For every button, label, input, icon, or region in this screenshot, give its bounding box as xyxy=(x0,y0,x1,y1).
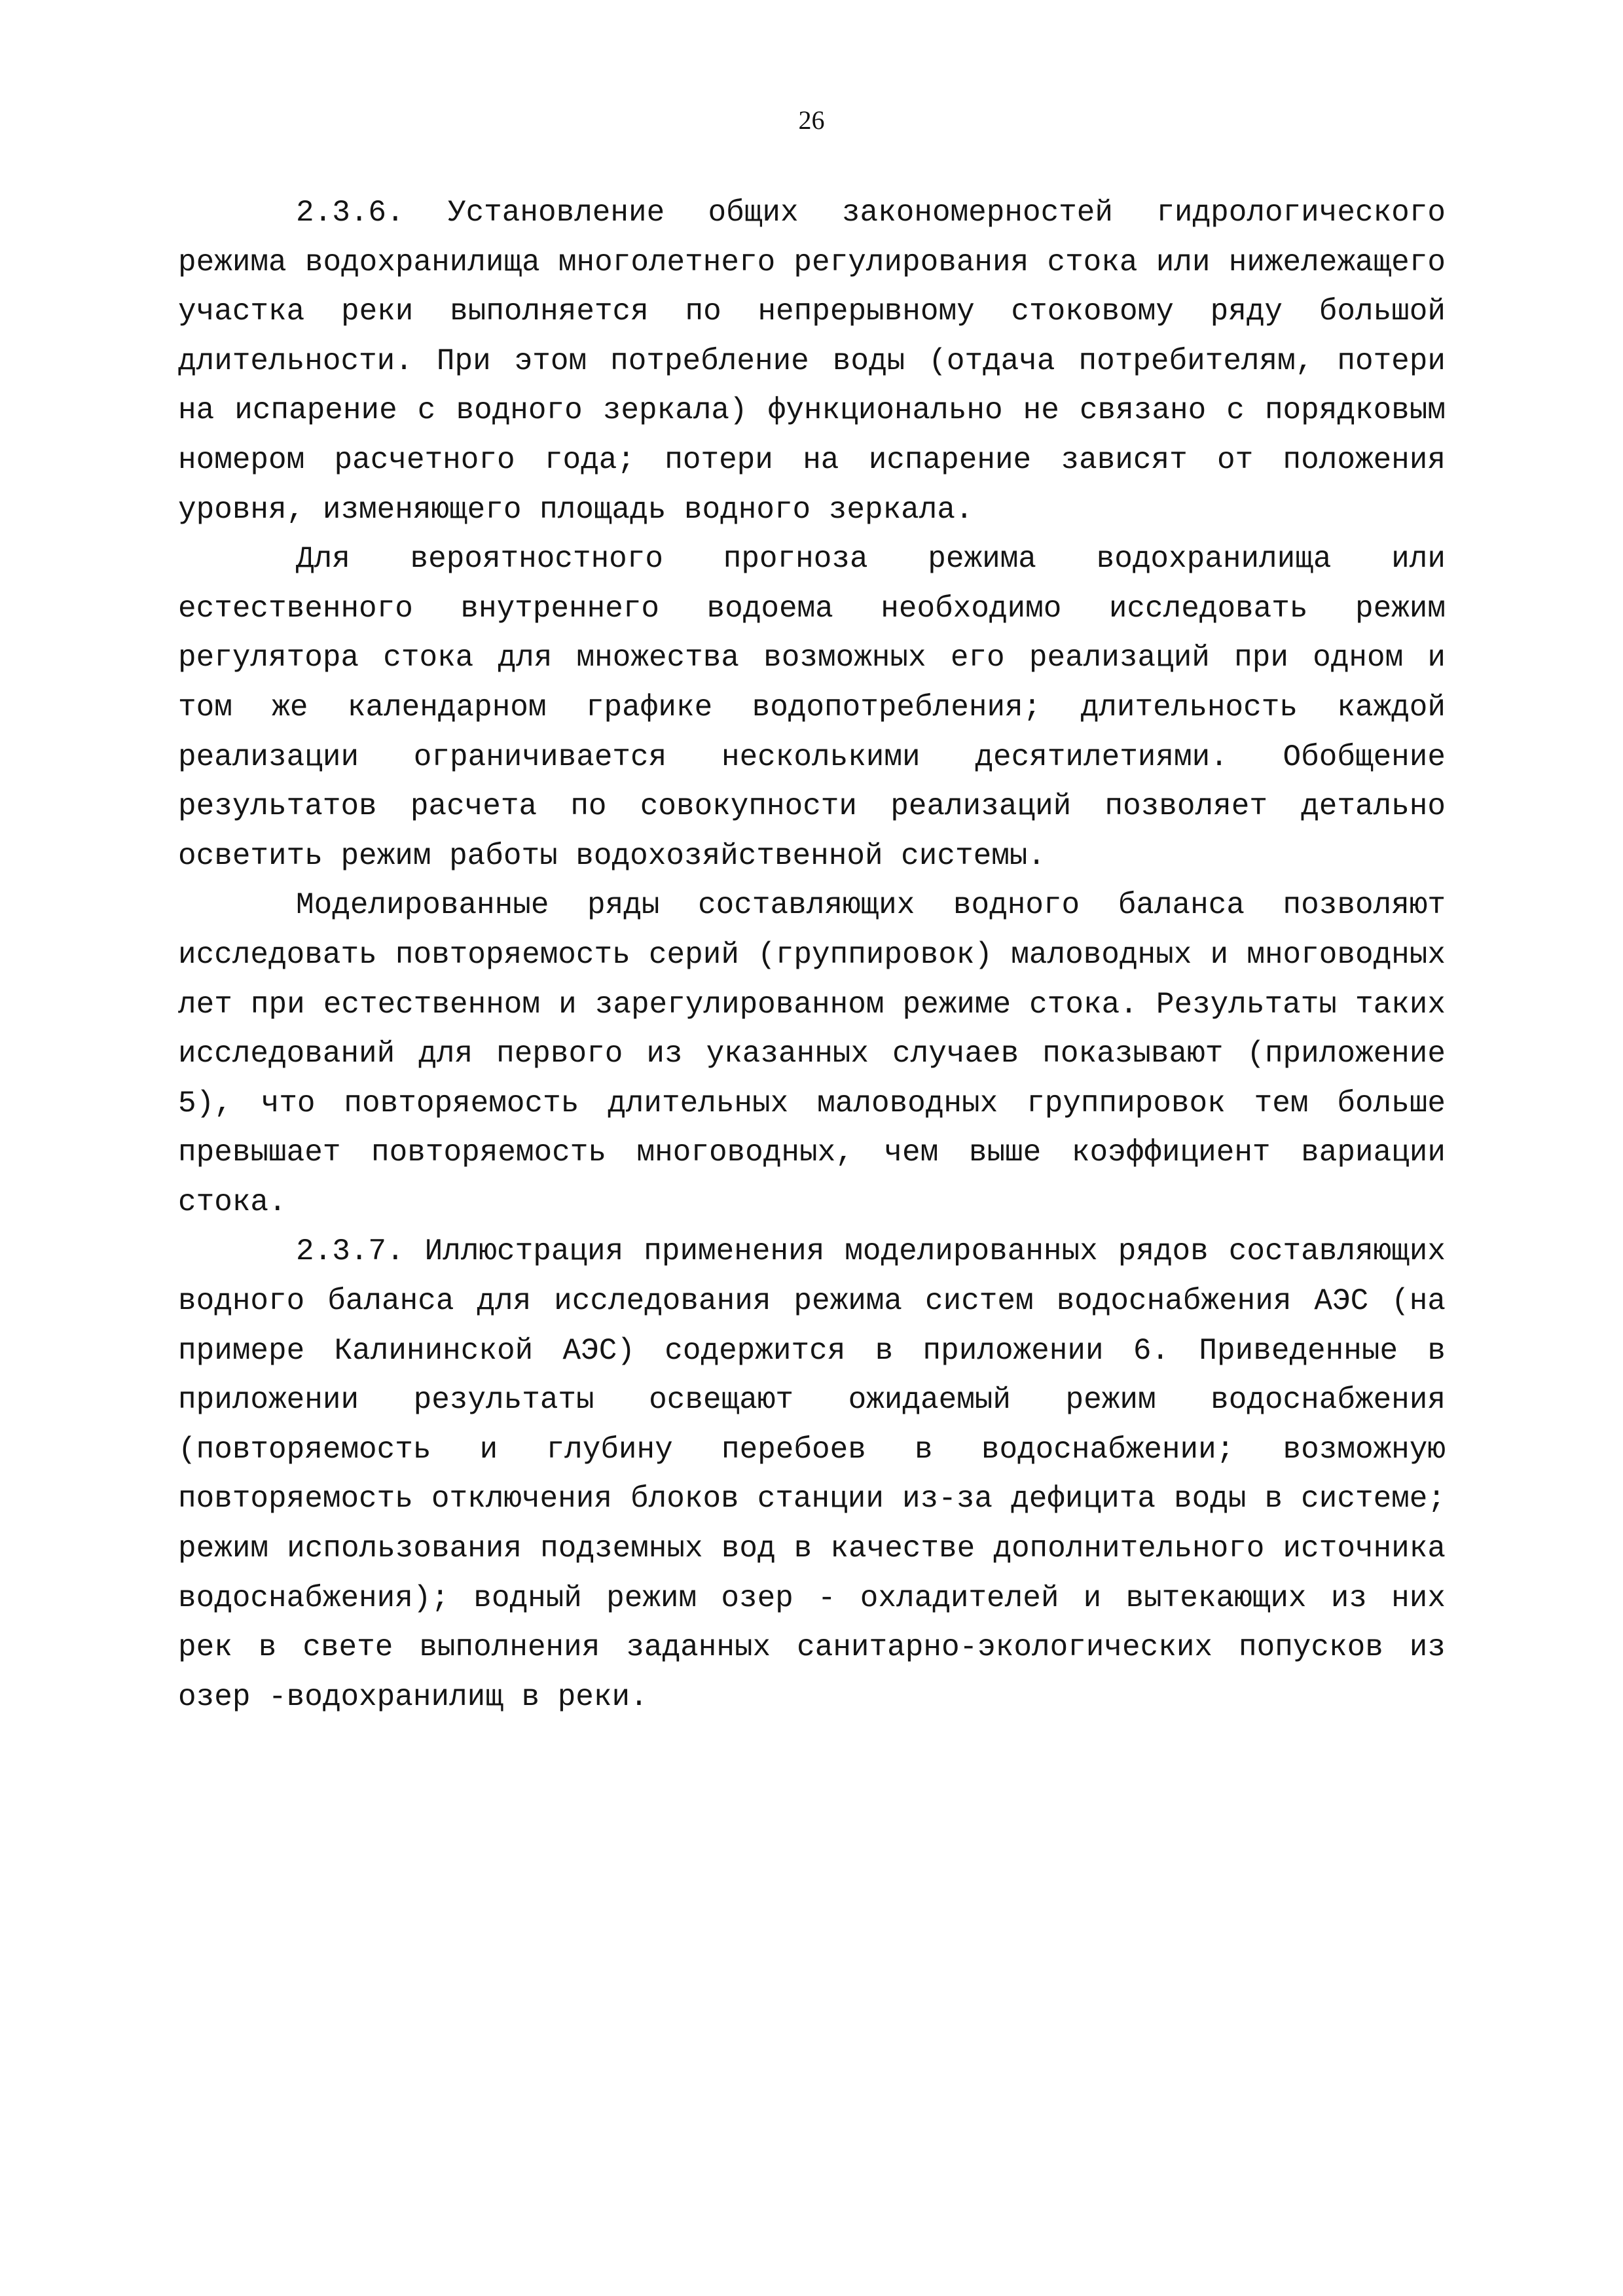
paragraph-2-3-7: 2.3.7. Иллюстрация применения моделированных рядов составляющих водного баланса для исследования режима систем водоснабжения АЭС (на примере Калининской АЭС) содержится в приложении 6. Приведенные в приложении результаты освещают ожидаемый режим водоснабжения (повторяемость и глубину перебоев в водоснабжении; возможную повторяемость отключения блоков станции из-за дефицита воды в системе; режим использования подземных вод в качестве дополнительного источника водоснабжения); водный режим озер - охладителей и вытекающих из них рек в свете выполнения заданных санитарно-экологических попусков из озер -водохранилищ в реки. xyxy=(178,1234,1446,1714)
paragraph-modeled-series: Моделированные ряды составляющих водного баланса позволяют исследовать повторяемость серий (группировок) маловодных и многоводных лет при естественном и зарегулированном режиме стока. Результаты таких исследований для первого из указанных случаев показывают (приложение 5), что повторяемость длительных маловодных группировок тем больше превышает повторяемость многоводных, чем выше коэффициент вариации стока. xyxy=(178,888,1446,1219)
page-number: 26 xyxy=(798,105,825,135)
body-text xyxy=(178,188,1446,1722)
paragraph-probabilistic-forecast: Для вероятностного прогноза режима водохранилища или естественного внутреннего водоема необходимо исследовать режим регулятора стока для множества возможных его реализаций при одном и том же календарном графике водопотребления; длительность каждой реализации ограничивается несколькими десятилетиями. Обобщение результатов расчета по совокупности реализаций позволяет детально осветить режим работы водохозяйственной системы. xyxy=(178,542,1446,873)
paragraph-2-3-6: 2.3.6. Установление общих закономерностей гидрологического режима водохранилища многолетнего регулирования стока или нижележащего участка реки выполняется по непрерывному стоковому ряду большой длительности. При этом потребление воды (отдача потребителям, потери на испарение с водного зеркала) функционально не связано с порядковым номером расчетного года; потери на испарение зависят от положения уровня, изменяющего площадь водного зеркала. xyxy=(178,196,1446,527)
